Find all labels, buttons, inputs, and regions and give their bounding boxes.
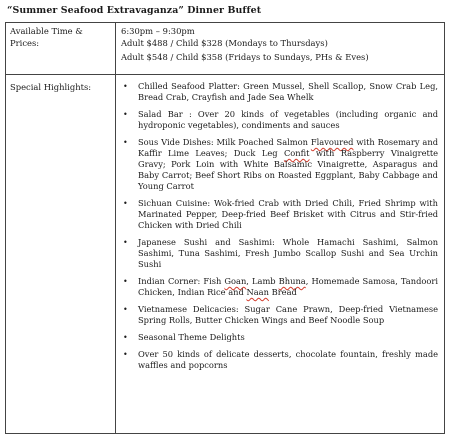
spellcheck-underline: Flavoured [310,137,354,147]
highlight-sichuan [121,198,438,231]
bullet-icon: • [123,138,128,147]
highlight-indian [121,276,438,298]
bullet-icon: • [123,333,128,342]
highlight-text: Indian Corner: Fish Goan, Lamb Bhuna, Homemade Samosa, Tandoori Chicken, Indian Rice and Naan Bread [138,276,439,297]
bullet-icon: • [123,350,128,359]
highlight-text: Seasonal Theme Delights [138,332,245,342]
time-price-row [6,23,445,75]
bullet-icon: • [123,199,128,208]
document-title: “Summer Seafood Extravaganza” Dinner Buffet [7,5,262,16]
highlight-text: Sous Vide Dishes: Milk Poached Salmon Flavoured with Rosemary and Kaffir Lime Leaves; Duck Leg Confit with Raspberry Vinaigrette Gravy; Pork Loin with White Balsamic Vinaigrette, Asparagus and Baby Carrot; Beef Short Ribs on Roasted Eggplant, Baby Cabbage and Young Carrot [138,137,439,191]
bullet-icon: • [123,238,128,247]
buffet-info-table [5,22,445,434]
highlight-seafood-platter [121,81,438,103]
spellcheck-underline: Confit [283,148,310,158]
highlights-label-cell [6,75,116,434]
bullet-icon: • [123,82,128,91]
time-price-values [116,23,445,75]
bullet-icon: • [123,277,128,286]
highlight-text: Japanese Sushi and Sashimi: Whole Hamachi Sashimi, Salmon Sashimi, Tuna Sashimi, Fresh Jumbo Scallop Sushi and Sea Urchin Sushi [138,237,439,269]
highlight-salad-bar [121,109,438,131]
highlight-text: Vietnamese Delicacies: Sugar Cane Prawn, Deep-fried Vietnamese Spring Rolls, Butter Chicken Wings and Beef Noodle Soup [138,304,439,325]
highlights-list [121,81,438,371]
highlights-cell [116,75,445,434]
highlights-label: Special Highlights: [10,82,92,92]
highlight-text: Over 50 kinds of delicate desserts, chocolate fountain, freshly made waffles and popcorns [138,349,439,370]
bullet-icon: • [123,305,128,314]
highlight-sous-vide [121,137,438,192]
bullet-icon: • [123,110,128,119]
highlight-text: Chilled Seafood Platter: Green Mussel, Shell Scallop, Snow Crab Leg, Bread Crab, Crayfish and Jade Sea Whelk [138,81,439,102]
highlight-text: Sichuan Cuisine: Wok-fried Crab with Dried Chili, Fried Shrimp with Marinated Pepper, Deep-fried Beef Brisket with Citrus and Stir-fried Chicken with Dried Chili [138,198,439,230]
time-price-label: Available Time & Prices: [6,23,116,75]
highlight-seasonal [121,332,438,343]
spellcheck-underline: Naan [246,287,269,297]
highlights-row [6,75,445,434]
weekday-price: Adult $488 / Child $328 (Mondays to Thursdays) [121,38,328,48]
weekend-price: Adult $548 / Child $358 (Fridays to Sundays, PHs & Eves) [121,52,369,62]
time-range: 6:30pm – 9:30pm [121,26,195,36]
spellcheck-underline: Bhuna [278,276,306,286]
highlight-desserts [121,349,438,371]
highlight-vietnamese [121,304,438,326]
highlight-japanese [121,237,438,270]
spellcheck-underline: Goan [224,276,247,286]
highlight-text: Salad Bar : Over 20 kinds of vegetables (including organic and hydroponic vegetables), condiments and sauces [138,109,439,130]
